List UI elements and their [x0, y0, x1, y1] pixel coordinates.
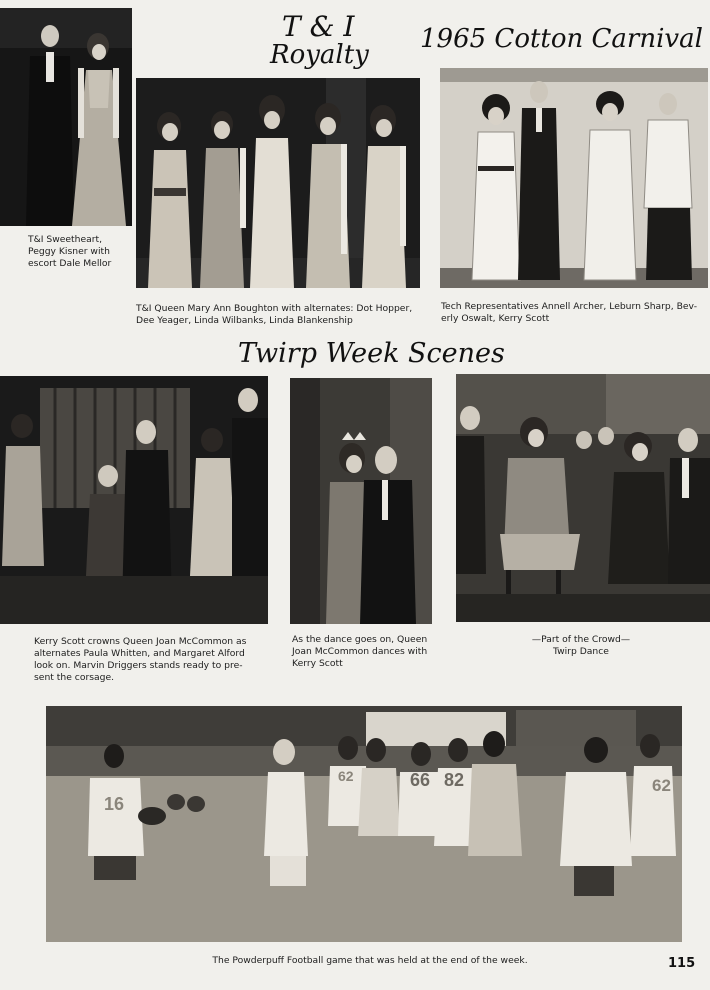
photo-ti-queen: [136, 78, 420, 288]
photo-powderpuff-football: [46, 706, 682, 942]
caption-queen-line: T&I Queen Mary Ann Boughton with alternates: Dot Hopper,: [136, 303, 413, 314]
caption-sweetheart-line: escort Dale Mellor: [28, 258, 112, 269]
caption-powderpuff-football: The Powderpuff Football game that was held at the end of the week.: [212, 955, 528, 966]
caption-ti-queen: [136, 303, 436, 327]
heading-ti-royalty-line2: Royalty: [270, 40, 369, 70]
caption-queen-line: Dee Yeager, Linda Wilbanks, Linda Blankenship: [136, 315, 353, 326]
caption-crowd-line: Twirp Dance: [553, 646, 609, 657]
caption-crowd-line: —Part of the Crowd—: [531, 634, 631, 645]
photo-twirp-dance: [290, 378, 432, 624]
caption-crowning-line: sent the corsage.: [34, 672, 115, 683]
jersey-number: 66: [410, 770, 431, 790]
jersey-number: 62: [652, 776, 671, 795]
caption-sweetheart: [28, 234, 138, 270]
caption-dance-line: Kerry Scott: [292, 658, 343, 669]
caption-crowning-line: Kerry Scott crowns Queen Joan McCommon as: [34, 636, 247, 647]
caption-twirp-dance: [292, 634, 452, 670]
photo-tech-representatives: [440, 68, 708, 288]
jersey-number: 82: [444, 770, 465, 790]
caption-crowning-line: alternates Paula Whitten, and Margaret Alford: [34, 648, 245, 659]
heading-ti-royalty-line1: T & I: [282, 10, 355, 43]
caption-dance-line: Joan McCommon dances with: [292, 646, 428, 657]
photo-ti-sweetheart: [0, 8, 132, 226]
caption-crowning-line: look on. Marvin Driggers stands ready to pre-: [34, 660, 243, 671]
caption-tech-line: erly Oswalt, Kerry Scott: [441, 313, 550, 324]
photo-twirp-crowning: [0, 376, 268, 624]
caption-tech-line: Tech Representatives Annell Archer, Leburn Sharp, Bev-: [441, 301, 698, 312]
caption-twirp-crowning: [34, 636, 274, 684]
caption-tech-representatives: [441, 301, 709, 325]
page-number: 115: [668, 956, 696, 971]
caption-sweetheart-line: T&I Sweetheart,: [28, 234, 103, 245]
caption-sweetheart-line: Peggy Kisner with: [28, 246, 110, 257]
caption-twirp-crowd: [516, 634, 646, 658]
heading-cotton-carnival: 1965 Cotton Carnival: [420, 24, 703, 54]
caption-dance-line: As the dance goes on, Queen: [292, 634, 428, 645]
photo-twirp-crowd: [456, 374, 710, 622]
heading-twirp-week: Twirp Week Scenes: [238, 338, 505, 369]
jersey-number: 62: [338, 768, 354, 784]
jersey-number: 16: [104, 794, 125, 814]
